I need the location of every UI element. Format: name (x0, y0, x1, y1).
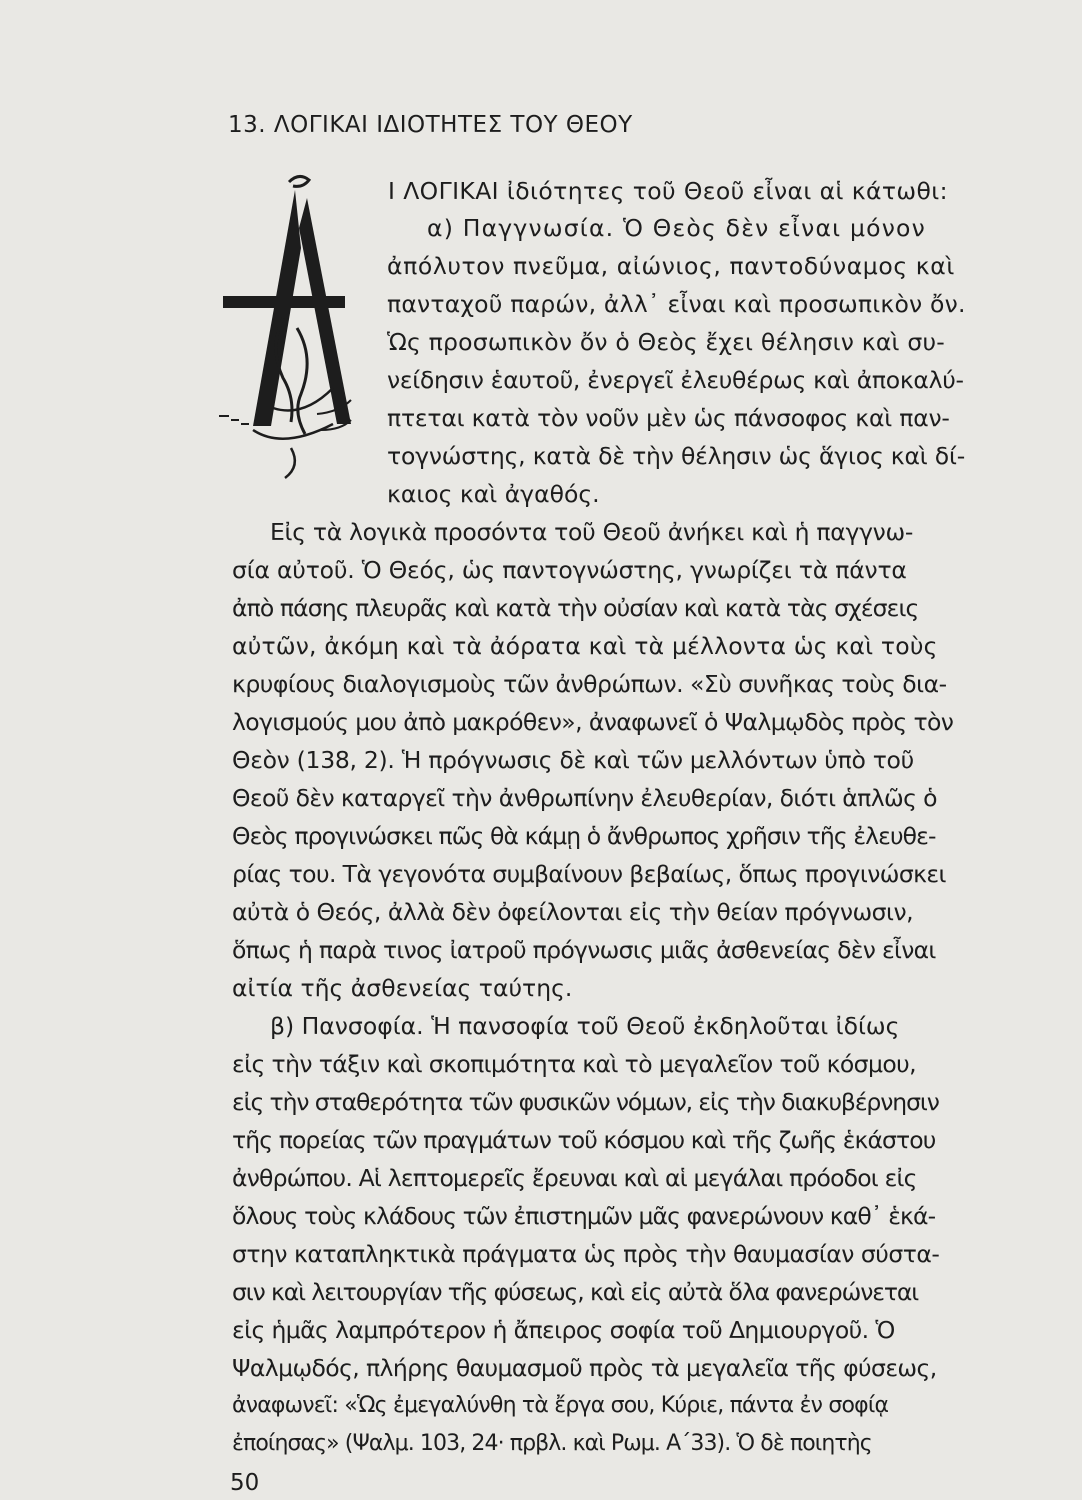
text-line: αἰτία τῆς ἀσθενείας ταύτης. (232, 974, 573, 1002)
text-line: εἰς τὴν τάξιν καὶ σκοπιμότητα καὶ τὸ μεγαλεῖον τοῦ κόσμου, (232, 1050, 916, 1078)
text-line: σιν καὶ λειτουργίαν τῆς φύσεως, καὶ εἰς αὐτὰ ὅλα φανερώνεται (232, 1278, 919, 1306)
text-line: στην καταπληκτικὰ πράγματα ὡς πρὸς τὴν θαυμασίαν σύστα- (232, 1240, 940, 1268)
text-line: ἐποίησας» (Ψαλμ. 103, 24· πρβλ. καὶ Ρωμ. Α´33). Ὁ δὲ ποιητὴς (232, 1431, 872, 1456)
text-line: ἀπόλυτον πνεῦμα, αἰώνιος, παντοδύναμος καὶ (387, 252, 955, 280)
text-line: ὅπως ἡ παρὰ τινος ἰατροῦ πρόγνωσις μιᾶς ἀσθενείας δὲν εἶναι (232, 936, 936, 964)
text-line: σία αὐτοῦ. Ὁ Θεός, ὡς παντογνώστης, γνωρίζει τὰ πάντα (232, 556, 907, 584)
text-line: Ι ΛΟΓΙΚΑΙ ἰδιότητες τοῦ Θεοῦ εἶναι αἱ κάτωθι: (388, 177, 948, 205)
ornamental-initial-alpha-icon (213, 168, 363, 488)
text-line: πανταχοῦ παρών, ἀλλ᾽ εἶναι καὶ προσωπικὸν ὄν. (387, 290, 966, 318)
text-line: εἰς ἡμᾶς λαμπρότερον ἡ ἄπειρος σοφία τοῦ Δημιουργοῦ. Ὁ (232, 1316, 895, 1344)
text-line: πτεται κατὰ τὸν νοῦν μὲν ὡς πάνσοφος καὶ παν- (387, 404, 950, 432)
text-line: εἰς τὴν σταθερότητα τῶν φυσικῶν νόμων, εἰς τὴν διακυβέρνησιν (232, 1088, 939, 1116)
text-line: ρίας του. Τὰ γεγονότα συμβαίνουν βεβαίως, ὅπως προγινώσκει (232, 860, 946, 888)
text-line: Θεὸς προγινώσκει πῶς θὰ κάμῃ ὁ ἄνθρωπος χρῆσιν τῆς ἐλευθε- (232, 822, 936, 850)
text-line: αὐτὰ ὁ Θεός, ἀλλὰ δὲν ὀφείλονται εἰς τὴν θείαν πρόγνωσιν, (232, 898, 914, 926)
text-line: αὐτῶν, ἀκόμη καὶ τὰ ἀόρατα καὶ τὰ μέλλοντα ὡς καὶ τοὺς (232, 632, 938, 660)
text-line: β) Πανσοφία. Ἡ πανσοφία τοῦ Θεοῦ ἐκδηλοῦται ἰδίως (270, 1012, 900, 1040)
text-line: Θεὸν (138, 2). Ἡ πρόγνωσις δὲ καὶ τῶν μελλόντων ὑπὸ τοῦ (232, 746, 914, 774)
text-line: Εἰς τὰ λογικὰ προσόντα τοῦ Θεοῦ ἀνήκει καὶ ἡ παγγνω- (270, 518, 914, 546)
text-line: Ὡς προσωπικὸν ὄν ὁ Θεὸς ἔχει θέλησιν καὶ συ- (387, 328, 945, 356)
text-line: α) Παγγνωσία. Ὁ Θεὸς δὲν εἶναι μόνον (427, 214, 926, 242)
text-line: νείδησιν ἑαυτοῦ, ἐνεργεῖ ἐλευθέρως καὶ ἀποκαλύ- (387, 366, 964, 394)
section-heading: 13. ΛΟΓΙΚΑΙ ΙΔΙΟΤΗΤΕΣ ΤΟΥ ΘΕΟΥ (228, 112, 633, 138)
text-line: ἀναφωνεῖ: «Ὡς ἐμεγαλύνθη τὰ ἔργα σου, Κύριε, πάντα ἐν σοφίᾳ (232, 1393, 889, 1418)
page-number: 50 (230, 1470, 260, 1496)
text-line: λογισμούς μου ἀπὸ μακρόθεν», ἀναφωνεῖ ὁ Ψαλμῳδὸς πρὸς τὸν (232, 708, 954, 736)
text-line: κρυφίους διαλογισμοὺς τῶν ἀνθρώπων. «Σὺ συνῆκας τοὺς δια- (232, 670, 947, 698)
text-line: τῆς πορείας τῶν πραγμάτων τοῦ κόσμου καὶ τῆς ζωῆς ἑκάστου (232, 1126, 936, 1154)
text-line: ἀνθρώπου. Αἱ λεπτομερεῖς ἔρευναι καὶ αἱ μεγάλαι πρόοδοι εἰς (232, 1164, 917, 1192)
text-line: Θεοῦ δὲν καταργεῖ τὴν ἀνθρωπίνην ἐλευθερίαν, διότι ἁπλῶς ὁ (232, 784, 937, 812)
text-line: τογνώστης, κατὰ δὲ τὴν θέλησιν ὡς ἅγιος καὶ δί- (387, 442, 965, 470)
text-line: καιος καὶ ἀγαθός. (387, 480, 600, 508)
text-line: ὅλους τοὺς κλάδους τῶν ἐπιστημῶν μᾶς φανερώνουν καθ᾽ ἑκά- (232, 1202, 936, 1230)
text-line: ἀπὸ πάσης πλευρᾶς καὶ κατὰ τὴν οὐσίαν καὶ κατὰ τὰς σχέσεις (232, 594, 919, 622)
text-line: Ψαλμῳδός, πλήρης θαυμασμοῦ πρὸς τὰ μεγαλεῖα τῆς φύσεως, (232, 1354, 937, 1382)
